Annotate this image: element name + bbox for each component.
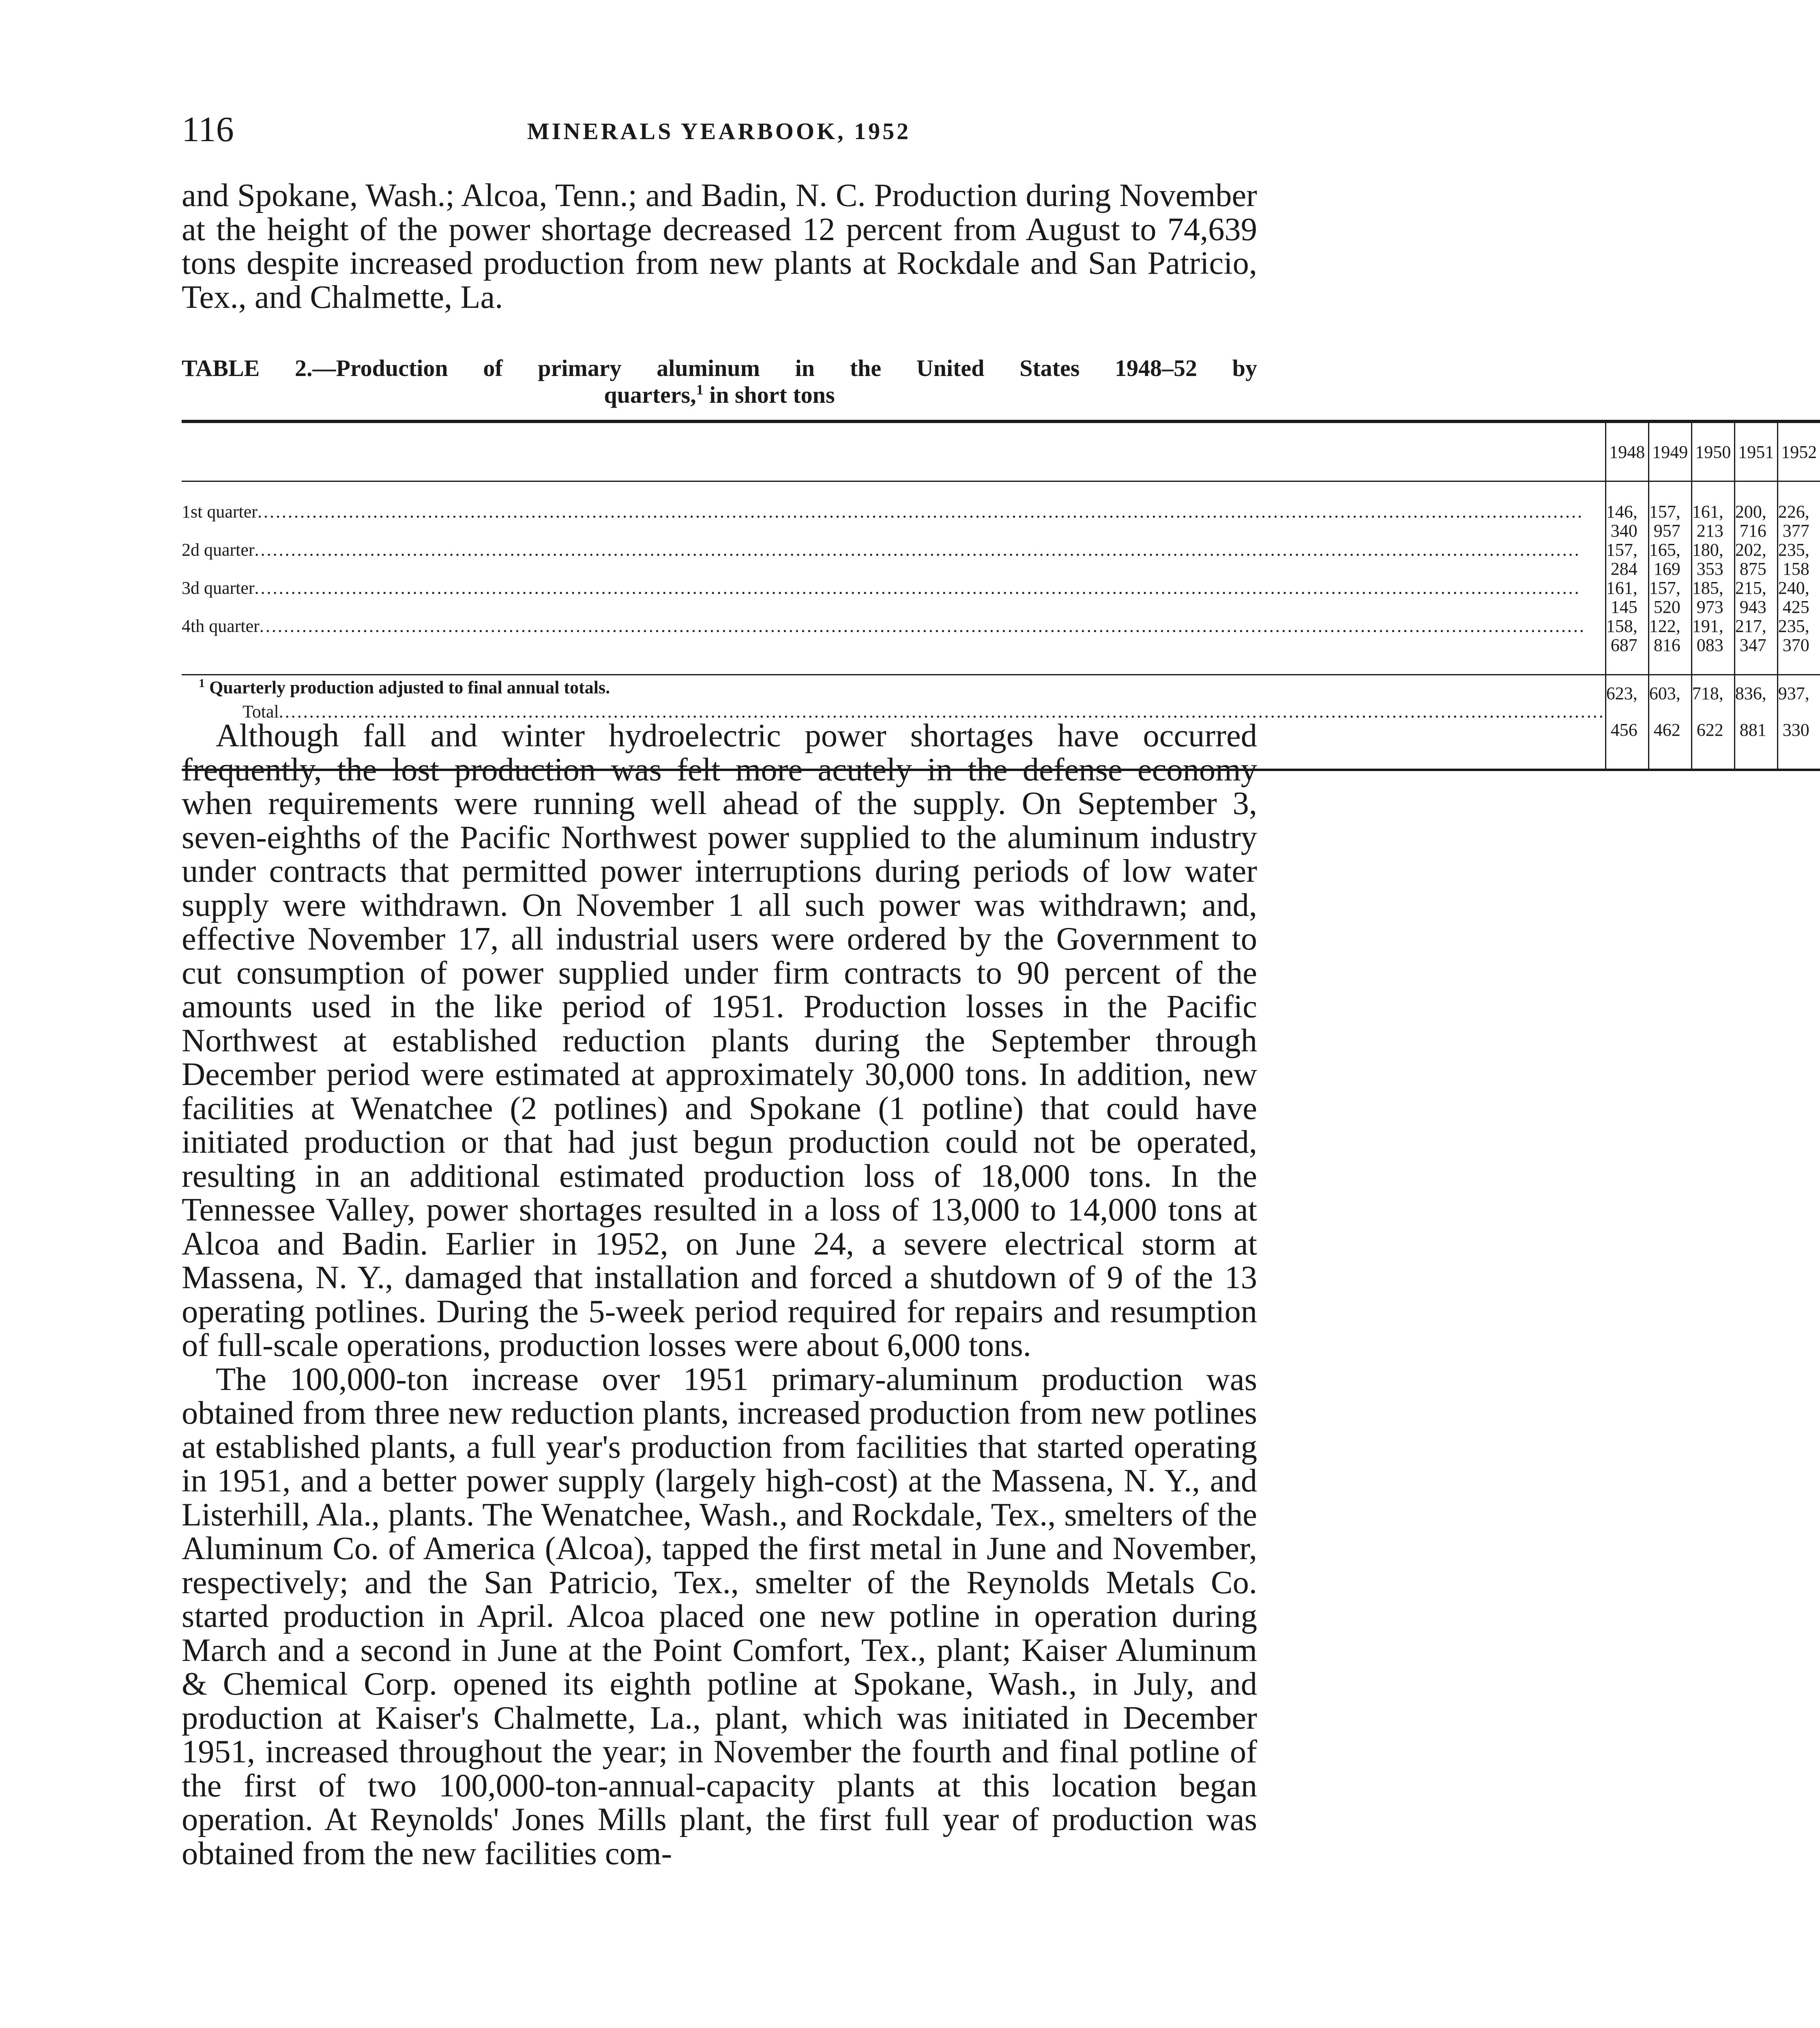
body-text — [182, 719, 1257, 1870]
table-footnote — [199, 673, 610, 698]
body-paragraph-2: The 100,000-ton increase over 1951 primary-aluminum production was obtained from three new reduction plants, increased production from new potlines at established plants, a full year's production from facilities that started operating in 1951, and a better power supply (largely high-cost) at the Massena, N. Y., and Listerhill, Ala., plants. The Wenatchee, Wash., and Rockdale, Tex., smelters of the Aluminum Co. of America (Alcoa), tapped the first metal in June and November, respectively; and the San Patricio, Tex., smelter of the Reynolds Metals Co. started production in April. Alcoa placed one new potline in operation during March and a second in June at the Point Comfort, Tex., plant; Kaiser Aluminum & Chemical Corp. opened its eighth potline at Spokane, Wash., in July, and production at Kaiser's Chalmette, La., plant, which was initiated in December 1951, increased throughout the year; in November the fourth and final potline of the first of two 100,000-ton-annual-capacity plants at this location began operation. At Reynolds' Jones Mills plant, the first full year of production was obtained from the new facilities com- — [182, 1361, 1257, 1871]
total-cell: 836, 881 — [1734, 675, 1777, 749]
table-cell: 185, 973 — [1691, 578, 1734, 617]
table-cell: 161, 213 — [1691, 502, 1734, 540]
intro-paragraph: and Spokane, Wash.; Alcoa, Tenn.; and Badin, N. C. Production during November at the height of the power shortage decreased 12 percent from August to 74,639 tons despite increased production from new plants at Rockdale and San Patricio, Tex., and Chalmette, La. — [182, 177, 1257, 315]
table-cell: 217, 347 — [1734, 617, 1777, 655]
table-cell: 240, 425 — [1777, 578, 1820, 617]
table-header-row — [182, 423, 1820, 481]
table-cell: 165, 169 — [1648, 540, 1691, 578]
row-label: 2d quarter ..... — [182, 540, 1605, 578]
table-row — [182, 540, 1820, 578]
table-cell: 200, 716 — [1734, 502, 1777, 540]
intro-text — [182, 178, 1257, 314]
table-cell: 161, 145 — [1605, 578, 1648, 617]
table-cell: 191, 083 — [1691, 617, 1734, 655]
row-label: 4th quarter ..... — [182, 617, 1605, 655]
col-header-1951: 1951 — [1734, 423, 1777, 481]
table-cell: 235, 370 — [1777, 617, 1820, 655]
footnote-marker: 1 — [199, 677, 205, 690]
table-cell: 157, 957 — [1648, 502, 1691, 540]
total-cell: 937, 330 — [1777, 675, 1820, 749]
col-header-1950: 1950 — [1691, 423, 1734, 481]
row-label: 3d quarter ..... — [182, 578, 1605, 617]
total-cell: 603, 462 — [1648, 675, 1691, 749]
table-cell: 235, 158 — [1777, 540, 1820, 578]
running-head: MINERALS YEARBOOK, 1952 — [527, 118, 911, 144]
table-row — [182, 578, 1820, 617]
table-caption — [182, 355, 1257, 408]
col-header-1948: 1948 — [1605, 423, 1648, 481]
page-header — [182, 110, 1256, 158]
footnote-text: Quarterly production adjusted to final annual totals. — [205, 677, 610, 698]
total-cell: 623, 456 — [1605, 675, 1648, 749]
table-cell: 157, 284 — [1605, 540, 1648, 578]
table-caption-line2-post: in short tons — [703, 382, 835, 408]
table-caption-footnote-ref: 1 — [696, 381, 704, 398]
table-cell: 215, 943 — [1734, 578, 1777, 617]
table-row — [182, 502, 1820, 540]
table-cell: 226, 377 — [1777, 502, 1820, 540]
table-caption-line2 — [182, 382, 1257, 408]
table-cell: 158, 687 — [1605, 617, 1648, 655]
table-caption-line1: TABLE 2.—Production of primary aluminum in the United States 1948–52 by — [182, 355, 1257, 381]
table-cell: 157, 520 — [1648, 578, 1691, 617]
col-header-1949: 1949 — [1648, 423, 1691, 481]
total-label: Total ..... — [182, 675, 1605, 749]
total-cell: 718, 622 — [1691, 675, 1734, 749]
table-cell: 122, 816 — [1648, 617, 1691, 655]
table-cell: 146, 340 — [1605, 502, 1648, 540]
table-cell: 202, 875 — [1734, 540, 1777, 578]
table-caption-line2-pre: quarters, — [604, 382, 696, 408]
table-cell: 180, 353 — [1691, 540, 1734, 578]
row-label: 1st quarter ..... — [182, 502, 1605, 540]
table-header-stub — [182, 423, 1605, 481]
col-header-1952: 1952 — [1777, 423, 1820, 481]
body-paragraph-1: Although fall and winter hydroelectric power shortages have occurred frequently, the lost production was felt more acutely in the defense economy when requirements were running well ahead of the supply. On September 3, seven-eighths of the Pacific Northwest power supplied to the aluminum industry under contracts that permitted power interruptions during periods of low water supply were withdrawn. On November 1 all such power was withdrawn; and, effective November 17, all industrial users were ordered by the Government to cut consumption of power supplied under firm contracts to 90 percent of the amounts used in the like period of 1951. Production losses in the Pacific Northwest at established reduction plants during the September through December period were estimated at approximately 30,000 tons. In addition, new facilities at Wenatchee (2 potlines) and Spokane (1 potline) that could have initiated production or that had just begun production could not be operated, resulting in an additional estimated production loss of 18,000 tons. In the Tennessee Valley, power shortages resulted in a loss of 13,000 to 14,000 tons at Alcoa and Badin. Earlier in 1952, on June 24, a severe electrical storm at Massena, N. Y., damaged that installation and forced a shutdown of 9 of the 13 operating potlines. During the 5-week period required for repairs and resumption of full-scale operations, production losses were about 6,000 tons. — [182, 718, 1257, 1363]
table-row — [182, 617, 1820, 655]
page-number: 116 — [182, 110, 234, 149]
